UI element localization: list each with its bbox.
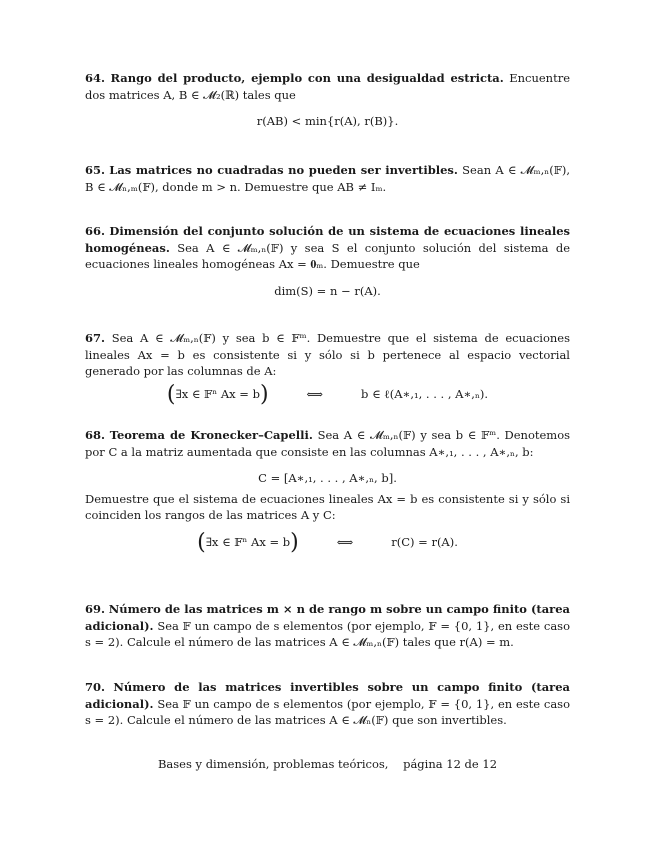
problem-title: Rango del producto, ejemplo con una desigualdad estricta. — [110, 71, 504, 85]
display-equation: r(AB) < min{r(A), r(B)}. — [256, 114, 399, 128]
problem-67-statement — [85, 330, 570, 380]
problem-64-statement — [85, 70, 570, 103]
problem-number: 65. — [85, 163, 106, 177]
problem-text: Sea A ∈ 𝓜ₘ,ₙ(𝔽) y sea b ∈ 𝔽ᵐ. Demuestre que el sistema de ecuaciones lineales Ax = b es consistente si y sólo si b pertenece al espacio vectorial generado por las columnas de A: — [85, 331, 571, 378]
problem-number: 64. — [85, 71, 106, 85]
problem-64 — [85, 70, 570, 134]
problem-text: Encuentre dos matrices A, B ∈ 𝓜₂(ℝ) tales que — [85, 71, 571, 102]
equation-left: (∃x ∈ 𝔽ⁿ Ax = b) — [166, 381, 269, 407]
problem-text: Sean A ∈ 𝓜ₘ,ₙ(𝔽), B ∈ 𝓜ₙ,ₘ(𝔽), donde m > n. Demuestre que AB ≠ Iₘ. — [85, 163, 571, 194]
problem-text-continuation: Demuestre que el sistema de ecuaciones lineales Ax = b es consistente si y sólo si coinciden los rangos de las matrices A y C: — [85, 491, 570, 522]
equation-left: (∃x ∈ 𝔽ⁿ Ax = b) — [197, 529, 299, 555]
problem-number: 68. — [85, 428, 106, 442]
problem-66 — [85, 223, 570, 303]
problem-title: Dimensión del conjunto solución de un sistema de ecuaciones lineales homogéneas. — [85, 224, 570, 255]
problem-text: Sea A ∈ 𝓜ₘ,ₙ(𝔽) y sea b ∈ 𝔽ᵐ. Denotemos por C a la matriz aumentada que consiste en las columnas A∗,₁, . . . , A∗,ₙ, b: — [85, 428, 571, 459]
equivalence-arrow: ⟺ — [306, 386, 324, 401]
problem-number: 69. — [85, 602, 106, 616]
problem-text: Sea 𝔽 un campo de s elementos (por ejemplo, 𝔽 = {0, 1}, en este caso s = 2). Calcule el número de las matrices A ∈ 𝓜ₘ,ₙ(𝔽) tales que r(A) = m. — [85, 618, 570, 649]
problem-69 — [85, 601, 570, 651]
display-equation: C = [A∗,₁, . . . , A∗,ₙ, b]. — [258, 471, 397, 485]
problem-66-statement — [85, 223, 570, 273]
problem-number: 67. — [85, 331, 106, 345]
equivalence-arrow: ⟺ — [336, 534, 354, 549]
equation-right: b ∈ ℓ(A∗,₁, . . . , A∗,ₙ). — [361, 386, 489, 401]
problem-69-statement — [85, 601, 570, 651]
problem-text: Sea 𝔽 un campo de s elementos (por ejemplo, 𝔽 = {0, 1}, en este caso s = 2). Calcule el número de las matrices A ∈ 𝓜ₙ(𝔽) que son invertibles. — [85, 696, 570, 727]
problem-number: 70. — [85, 680, 106, 694]
problem-title: Número de las matrices invertibles sobre un campo finito (tarea adicional). — [85, 680, 570, 711]
problem-65 — [85, 162, 570, 195]
problem-70-statement — [85, 679, 570, 729]
problem-title: Las matrices no cuadradas no pueden ser invertibles. — [109, 163, 458, 177]
equivalence-equation — [85, 529, 570, 555]
problem-text: Sea A ∈ 𝓜ₘ,ₙ(𝔽) y sea S el conjunto solución del sistema de ecuaciones lineales homogéneas Ax = 𝟎ₘ. Demuestre que — [85, 240, 570, 271]
problem-title: Número de las matrices m × n de rango m sobre un campo finito (tarea adicional). — [85, 602, 570, 633]
problem-68 — [85, 427, 571, 555]
problem-title: Teorema de Kronecker–Capelli. — [109, 428, 313, 442]
problem-70 — [85, 679, 570, 729]
problem-65-statement — [85, 162, 570, 195]
equivalence-equation — [85, 381, 570, 407]
equation-right: r(C) = r(A). — [391, 534, 458, 549]
page-footer: Bases y dimensión, problemas teóricos, página 12 de 12 — [157, 757, 498, 771]
problem-number: 66. — [85, 224, 106, 238]
display-equation: dim(S) = n − r(A). — [274, 283, 381, 298]
problem-67 — [85, 330, 571, 407]
problem-68-statement — [85, 427, 570, 460]
